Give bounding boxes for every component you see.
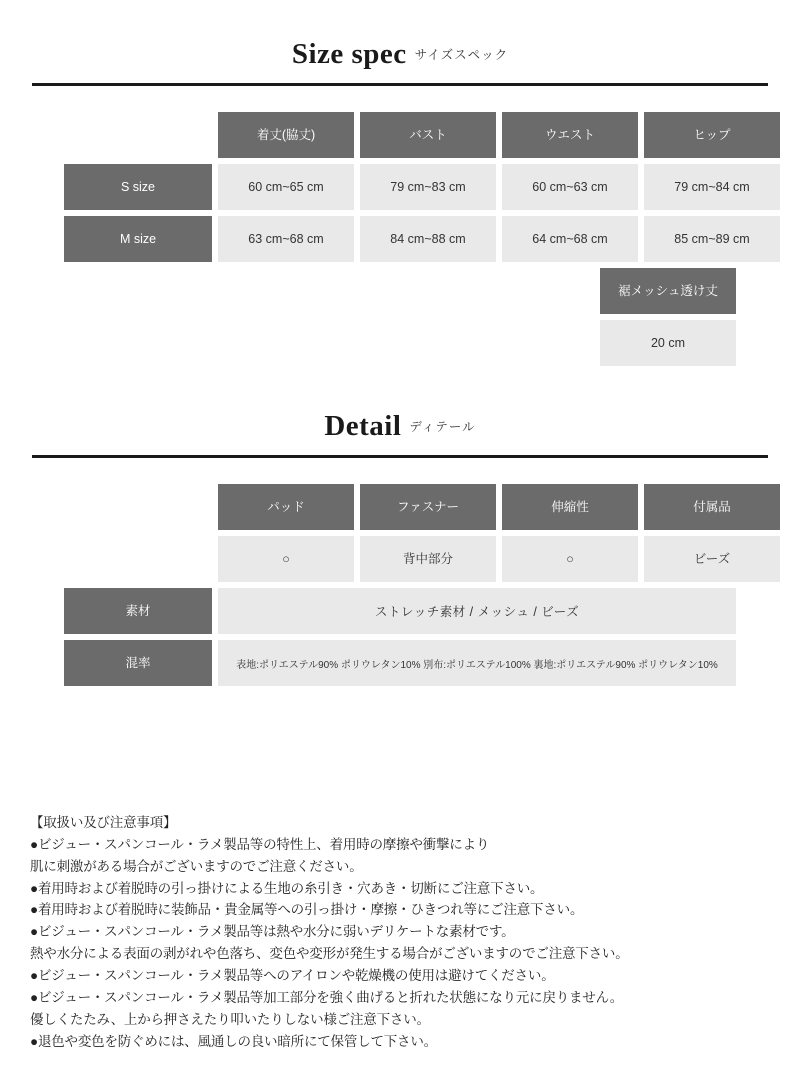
material-row <box>64 588 736 634</box>
cell-mesh-sheer-length: 20 cm <box>600 320 736 366</box>
cell-m-length: 63 cm~68 cm <box>218 216 354 262</box>
cell-m-hip: 85 cm~89 cm <box>644 216 780 262</box>
detail-header-row <box>64 484 736 530</box>
cell-s-waist: 60 cm~63 cm <box>502 164 638 210</box>
cell-s-hip: 79 cm~84 cm <box>644 164 780 210</box>
care-note-line: ●退色や変色を防ぐめには、風通しの良い暗所にて保管して下さい。 <box>30 1033 437 1049</box>
column-header-pad: パッド <box>218 484 354 530</box>
care-note-line: ●ビジュー・スパンコール・ラメ製品等は熱や水分に弱いデリケートな素材です。 <box>30 924 515 940</box>
column-header-stretch: 伸縮性 <box>502 484 638 530</box>
cell-m-waist: 64 cm~68 cm <box>502 216 638 262</box>
column-header-bust: バスト <box>360 112 496 158</box>
row-header-blend: 混率 <box>64 640 212 686</box>
spacer-cell <box>64 112 212 158</box>
cell-pad: ○ <box>218 536 354 582</box>
size-spec-header-row <box>64 112 736 158</box>
column-header-waist: ウエスト <box>502 112 638 158</box>
mesh-header-row <box>64 268 736 314</box>
table-row <box>64 216 750 262</box>
care-notes-title: 【取扱い及び注意事項】 <box>30 815 177 830</box>
column-header-zipper: ファスナー <box>360 484 496 530</box>
column-header-accessory: 付属品 <box>644 484 780 530</box>
detail-heading-en: Detail <box>324 410 402 442</box>
care-note-line: ●ビジュー・スパンコール・ラメ製品等加工部分を強く曲げると折れた状態になり元に戻りません。 <box>30 989 624 1005</box>
mesh-value-row <box>64 320 736 366</box>
blend-row <box>64 640 736 686</box>
column-header-hip: ヒップ <box>644 112 780 158</box>
cell-material-value: ストレッチ素材 / メッシュ / ビーズ <box>218 588 736 634</box>
detail-value-row <box>64 536 736 582</box>
detail-table <box>32 484 768 686</box>
cell-s-length: 60 cm~65 cm <box>218 164 354 210</box>
care-note-line: 熱や水分による表面の剥がれや色落ち、変色や変形が発生する場合がございますのでご注意下さい。 <box>30 946 629 962</box>
care-note-line: ●着用時および着脱時の引っ掛けによる生地の糸引き・穴あき・切断にご注意下さい。 <box>30 880 544 896</box>
cell-stretch: ○ <box>502 536 638 582</box>
spacer-cell <box>64 484 212 530</box>
size-spec-heading <box>0 0 800 71</box>
cell-m-bust: 84 cm~88 cm <box>360 216 496 262</box>
row-header-material: 素材 <box>64 588 212 634</box>
column-header-mesh-sheer-length: 裾メッシュ透け丈 <box>600 268 736 314</box>
care-note-line: ●ビジュー・スパンコール・ラメ製品等へのアイロンや乾燥機の使用は避けてください。 <box>30 968 555 984</box>
cell-s-bust: 79 cm~83 cm <box>360 164 496 210</box>
care-note-line: 肌に刺激がある場合がございますのでご注意ください。 <box>30 858 363 874</box>
cell-blend-value: 表地:ポリエステル90% ポリウレタン10% 別布:ポリエステル100% 裏地:ポリエステル90% ポリウレタン10% <box>218 640 736 686</box>
size-spec-divider <box>32 83 768 86</box>
size-spec-table <box>32 112 768 366</box>
care-note-line: ●ビジュー・スパンコール・ラメ製品等の特性上、着用時の摩擦や衝撃により <box>30 836 490 852</box>
size-spec-heading-en: Size spec <box>291 38 407 70</box>
row-header-m-size: M size <box>64 216 212 262</box>
cell-accessory: ビーズ <box>644 536 780 582</box>
detail-heading-jp: ディテール <box>409 420 476 434</box>
detail-divider <box>32 455 768 458</box>
column-header-length: 着丈(脇丈) <box>218 112 354 158</box>
row-header-s-size: S size <box>64 164 212 210</box>
care-notes <box>30 812 774 1052</box>
care-note-line: 優しくたたみ、上から押さえたり叩いたりしない様ご注意下さい。 <box>30 1011 430 1027</box>
table-row <box>64 164 750 210</box>
care-note-line: ●着用時および着脱時に装飾品・貴金属等への引っ掛け・摩擦・ひきつれ等にご注意下さい。 <box>30 902 584 918</box>
detail-heading <box>0 372 800 443</box>
size-spec-heading-jp: サイズスペック <box>414 48 509 62</box>
cell-zipper: 背中部分 <box>360 536 496 582</box>
spacer-cell <box>64 536 212 582</box>
